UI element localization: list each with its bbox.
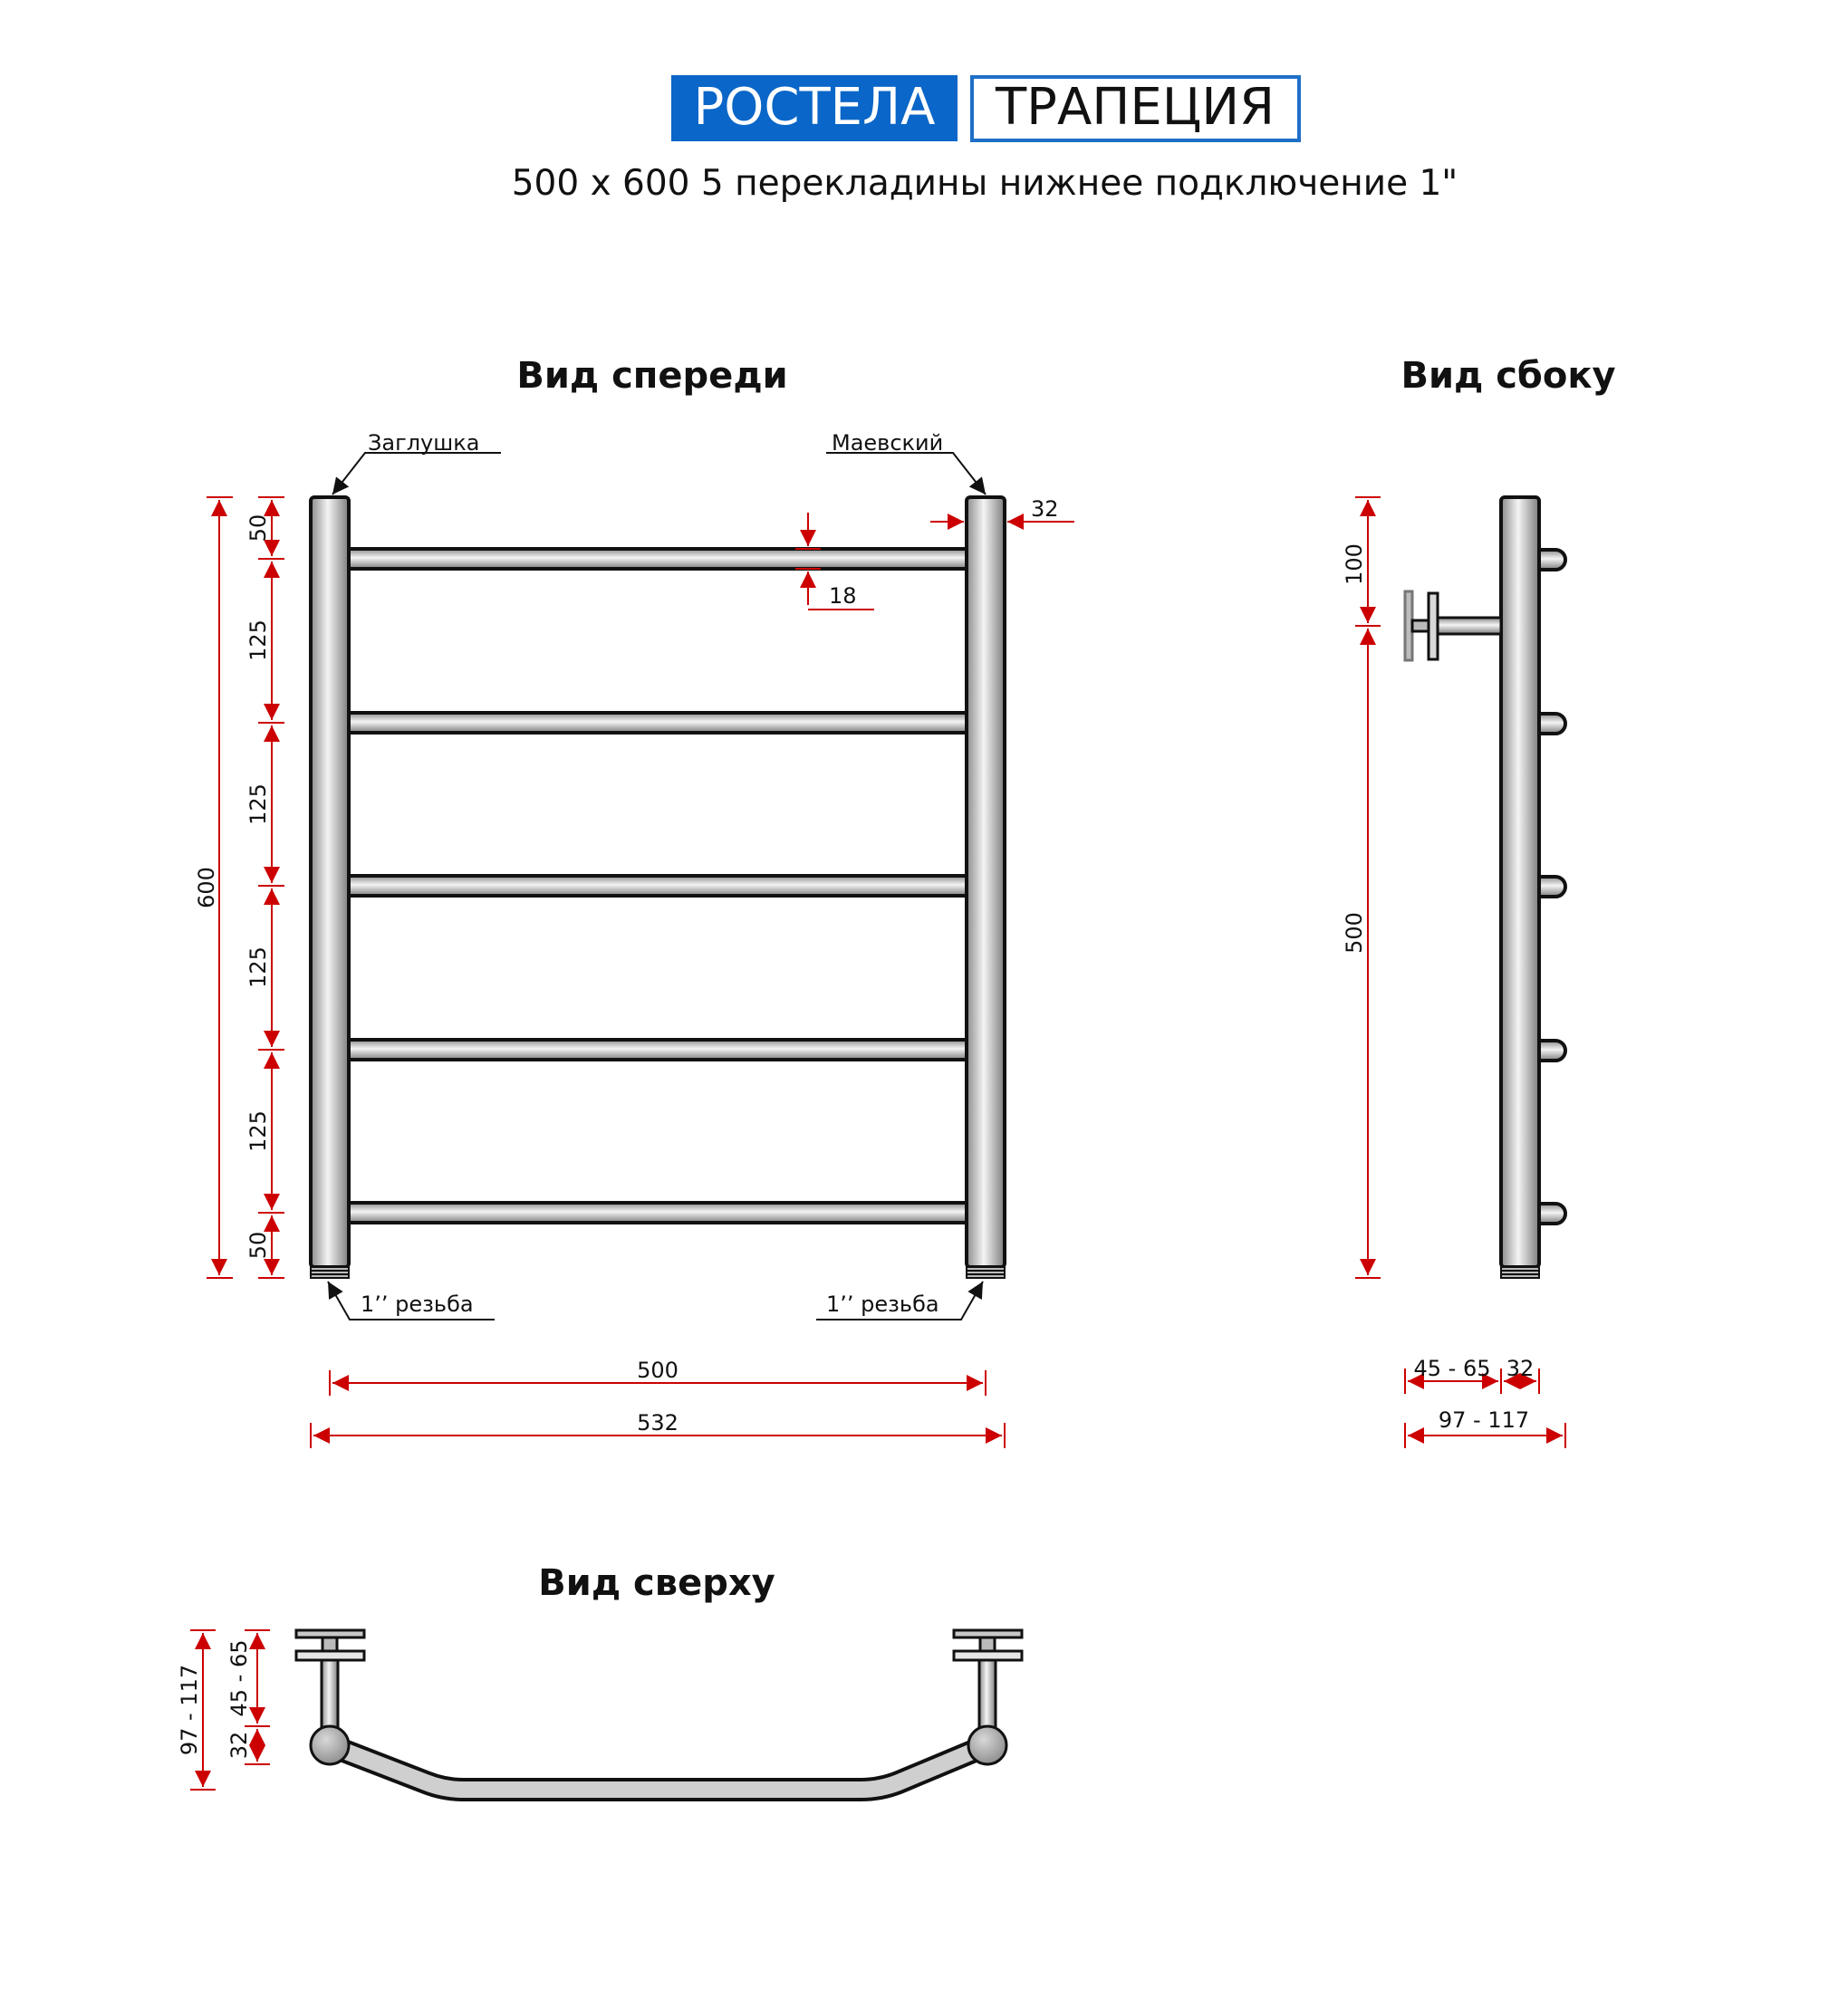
left-pipe — [311, 497, 349, 1267]
top-dim-offset-label: 45 - 65 — [226, 1639, 252, 1717]
dim-seg-6: 50 — [245, 1231, 271, 1260]
side-dim-main-label: 500 — [1342, 912, 1367, 954]
plug-label: Заглушка — [368, 430, 480, 456]
front-view — [194, 355, 1074, 1448]
thread-right-callout — [816, 1282, 983, 1320]
top-wall-plates — [296, 1630, 1022, 1660]
side-thread — [1501, 1267, 1539, 1278]
top-end-right — [968, 1726, 1006, 1764]
side-dim-top-label: 100 — [1342, 543, 1367, 585]
top-rung-fill — [330, 1745, 987, 1790]
thread-left-callout — [328, 1282, 495, 1320]
dim-width-centers-label: 500 — [637, 1358, 679, 1383]
top-stem-right — [979, 1660, 996, 1728]
dim-seg-4: 125 — [245, 946, 271, 988]
rung-1 — [340, 549, 976, 569]
dim-total-height-label: 600 — [194, 867, 219, 908]
thread-left-label: 1’’ резьба — [361, 1292, 474, 1317]
dim-pipe-diameter-label: 32 — [1031, 496, 1059, 522]
left-thread — [311, 1267, 349, 1278]
dim-segments — [258, 497, 284, 1278]
side-view-title: Вид сбоку — [1400, 355, 1616, 397]
top-dim-depth-label: 97 - 117 — [177, 1664, 202, 1756]
dim-seg-2: 125 — [245, 619, 271, 661]
top-dim-pipe-label: 32 — [226, 1731, 252, 1760]
dim-seg-5: 125 — [245, 1110, 271, 1152]
rungs — [340, 549, 976, 1223]
dim-seg-3: 125 — [245, 783, 271, 825]
thread-right-label: 1’’ резьба — [826, 1292, 939, 1317]
top-end-left — [311, 1726, 349, 1764]
mayevsky-callout — [826, 430, 986, 495]
top-view-title: Вид сверху — [538, 1562, 775, 1604]
right-thread — [967, 1267, 1005, 1278]
top-stem-left — [322, 1660, 338, 1728]
side-dim-vertical — [1355, 497, 1381, 1278]
rung-5 — [340, 1203, 976, 1223]
model-name: ТРАПЕЦИЯ — [995, 78, 1275, 137]
dim-seg-1: 50 — [245, 514, 271, 543]
side-dim-depth-label: 97 - 117 — [1438, 1407, 1530, 1433]
header — [512, 75, 1458, 204]
side-pipe — [1501, 497, 1539, 1267]
brand-name: РОСТЕЛА — [693, 78, 936, 137]
rung-4 — [340, 1040, 976, 1060]
top-view — [177, 1562, 1022, 1790]
side-dim-pipe-label: 32 — [1506, 1356, 1535, 1381]
right-pipe — [967, 497, 1005, 1267]
rung-3 — [340, 876, 976, 896]
side-dim-offset-label: 45 - 65 — [1413, 1356, 1491, 1381]
dim-width-overall-label: 532 — [637, 1410, 679, 1436]
side-wall-bracket — [1405, 591, 1501, 660]
rung-2 — [340, 713, 976, 733]
front-view-title: Вид спереди — [516, 355, 788, 397]
plug-callout — [332, 430, 501, 495]
side-view — [1342, 355, 1616, 1448]
mayevsky-label: Маевский — [832, 430, 944, 456]
subtitle: 500 x 600 5 перекладины нижнее подключение 1" — [511, 163, 1458, 204]
dim-rung-diameter-label: 18 — [829, 583, 857, 609]
